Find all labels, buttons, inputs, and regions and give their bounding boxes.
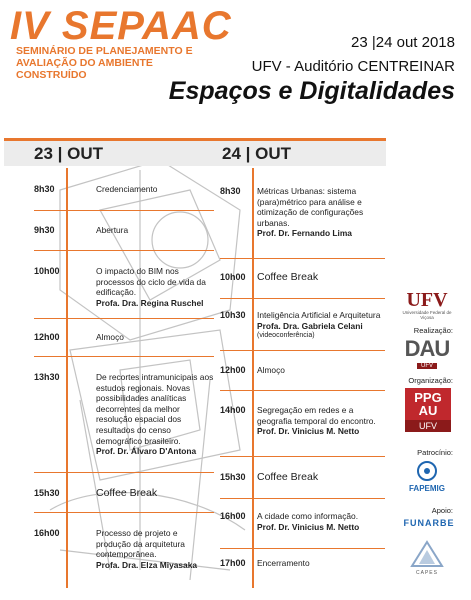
row-divider bbox=[220, 456, 385, 457]
organizacao-label: Organização: bbox=[408, 376, 453, 385]
row-divider bbox=[34, 318, 214, 319]
fapemig-logo: FAPEMIG bbox=[399, 460, 455, 493]
schedule-item-day1: 10h00 O impacto do BIM nos processos do ciclo de vida da edificação. Profa. Dra. Regina Ruschel bbox=[34, 266, 206, 308]
schedule-item-day2: 16h00 A cidade como informação. Prof. Dr. Vinicius M. Netto bbox=[220, 511, 360, 532]
schedule-item-day2: 15h30 Coffee Break bbox=[220, 471, 319, 483]
fapemig-icon bbox=[415, 460, 439, 482]
row-divider bbox=[34, 512, 214, 513]
schedule-item-day2: 12h00 Almoço bbox=[220, 365, 285, 375]
event-subtitle: SEMINÁRIO DE PLANEJAMENTO E AVALIAÇÃO DO AMBIENTE CONSTRUÍDO bbox=[16, 45, 193, 81]
event-dates: 23 |24 out 2018 bbox=[351, 34, 455, 51]
row-divider bbox=[220, 498, 385, 499]
row-divider bbox=[34, 472, 214, 473]
row-divider bbox=[220, 390, 385, 391]
schedule-item-day2: 8h30 Métricas Urbanas: sistema (para)métrico para análise e otimização de configurações urbanas. Prof. Dr. Fernando Lima bbox=[220, 186, 364, 239]
schedule-item-day2: 17h00 Encerramento bbox=[220, 558, 310, 568]
row-divider bbox=[34, 250, 214, 251]
schedule-item-day1: 8h30 Credenciamento bbox=[34, 184, 158, 194]
schedule-item-day1: 15h30 Coffee Break bbox=[34, 487, 158, 499]
funarbe-logo: FUNARBE bbox=[403, 518, 455, 528]
day-header-24: 24 | OUT bbox=[214, 138, 386, 166]
schedule-item-day2: 10h30 Inteligência Artificial e Arquitetura Profa. Dra. Gabriela Celani (videoconferência) bbox=[220, 310, 381, 340]
row-divider bbox=[220, 548, 385, 549]
dau-logo: DAU UFV bbox=[404, 336, 450, 369]
row-divider bbox=[34, 356, 214, 357]
row-divider bbox=[220, 258, 385, 259]
event-title: IV SEPAAC bbox=[10, 4, 232, 48]
schedule-item-day1: 9h30 Abertura bbox=[34, 225, 129, 235]
event-theme: Espaços e Digitalidades bbox=[168, 77, 455, 105]
schedule-item-day2: 14h00 Segregação em redes e a geografia temporal do encontro. Prof. Dr. Vinicius M. Netto bbox=[220, 405, 376, 437]
ufv-logo: UFV Universidade Federal de Viçosa bbox=[402, 289, 452, 320]
schedule-item-day1: 16h00 Processo de projeto e produção da arquitetura contemporânea. Profa. Dra. Elza Miyasaka bbox=[34, 528, 198, 570]
apoio-label: Apoio: bbox=[431, 506, 453, 515]
row-divider bbox=[220, 298, 385, 299]
schedule-item-day1: 13h30 De recortes intramunicipais aos estudos regionais. Novas possibilidades analíticas decorrentes da melhor resolução espacial dos resultados do censo demográfico brasileiro. Prof. Dr. Álvaro D'Antona bbox=[34, 372, 214, 457]
capes-logo: CAPES bbox=[399, 540, 455, 576]
capes-icon bbox=[410, 540, 444, 568]
schedule-item-day2: 10h00 Coffee Break bbox=[220, 271, 319, 283]
schedule-item-day1: 12h00 Almoço bbox=[34, 332, 124, 342]
row-divider bbox=[220, 350, 385, 351]
day-header-23: 23 | OUT bbox=[4, 138, 216, 166]
ppgau-logo: PPG AU UFV bbox=[405, 388, 451, 432]
row-divider bbox=[34, 210, 214, 211]
event-venue: UFV - Auditório CENTREINAR bbox=[251, 58, 455, 75]
patrocinio-label: Patrocínio: bbox=[417, 448, 453, 457]
realizacao-label: Realização: bbox=[413, 326, 453, 335]
